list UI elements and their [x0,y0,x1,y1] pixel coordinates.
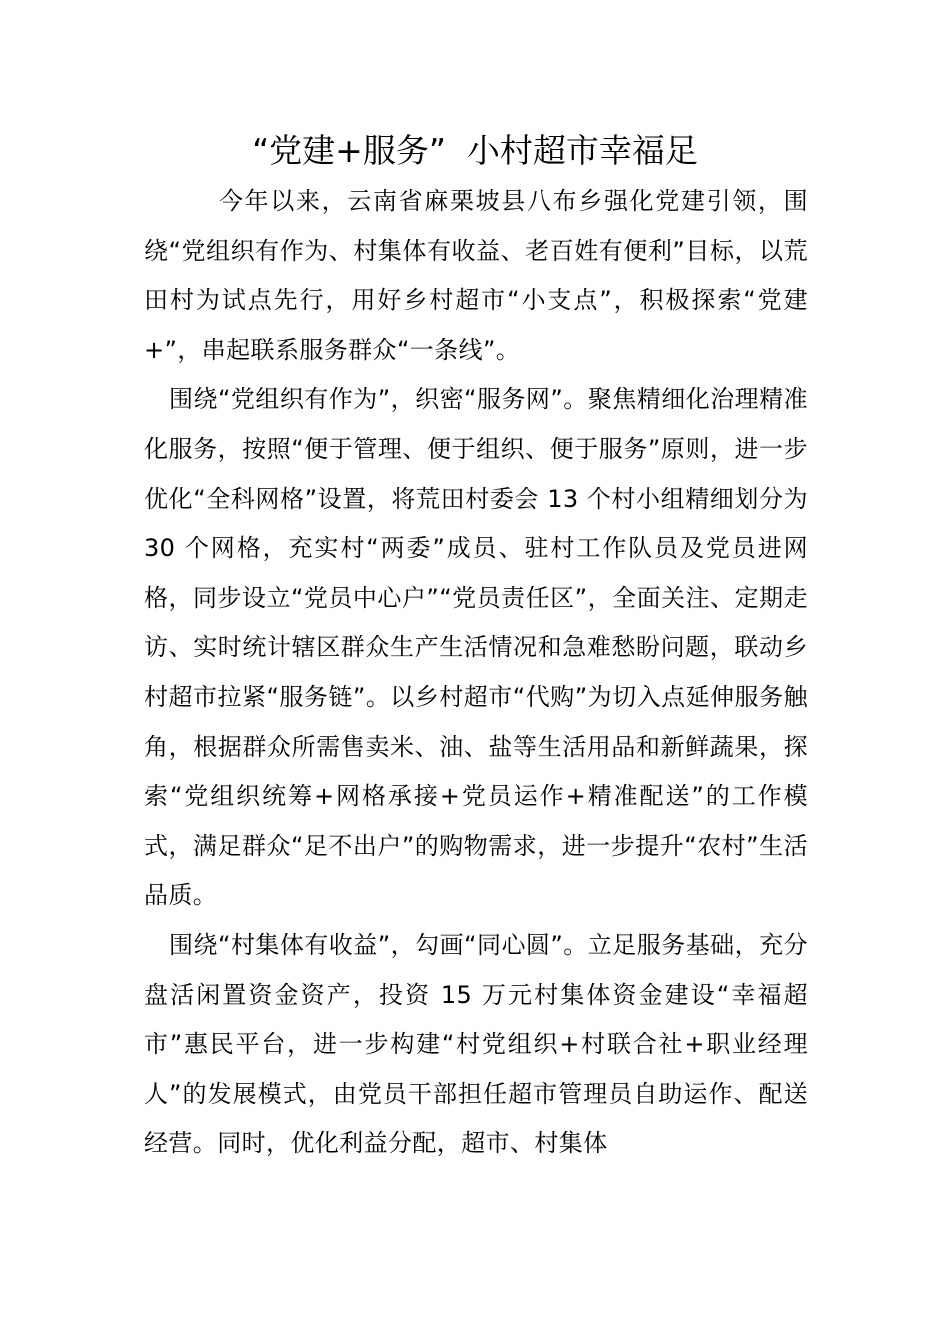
document-title: “党建+服务” 小村超市幸福足 [252,131,698,170]
paragraph-service-network: 围绕“党组织有作为”，织密“服务网”。聚焦精细化治理精准化服务，按照“便于管理、便于组织、便于服务”原则，进一步优化“全科网格”设置，将荒田村委会 13 个村小组精细划分为 30 个网格，充实村“两委”成员、驻村工作队员及党员进网格，同步设立“党员中心户”“党员责任区”，全面关注、定期走访、实时统计辖区群众生产生活情况和急难愁盼问题，联动乡村超市拉紧“服务链”。以乡村超市“代购”为切入点延伸服务触角，根据群众所需售卖米、油、盐等生活用品和新鲜蔬果，探索“党组织统筹+网格承接+党员运作+精准配送”的工作模式，满足群众“足不出户”的购物需求，进一步提升“农村”生活品质。 [144,385,808,910]
document-body [144,177,808,1169]
paragraph-intro: 今年以来，云南省麻栗坡县八布乡强化党建引领，围绕“党组织有作为、村集体有收益、老百姓有便利”目标，以荒田村为试点先行，用好乡村超市“小支点”，积极探索“党建+”，串起联系服务群众“一条线”。 [144,187,808,364]
paragraph-collective-income: 围绕“村集体有收益”，勾画“同心圆”。立足服务基础，充分盘活闲置资金资产，投资 15 万元村集体资金建设“幸福超市”惠民平台，进一步构建“村党组织+村联合社+职业经理人”的发展模式，由党员干部担任超市管理员自助运作、配送经营。同时，优化利益分配，超市、村集体 [144,930,808,1158]
